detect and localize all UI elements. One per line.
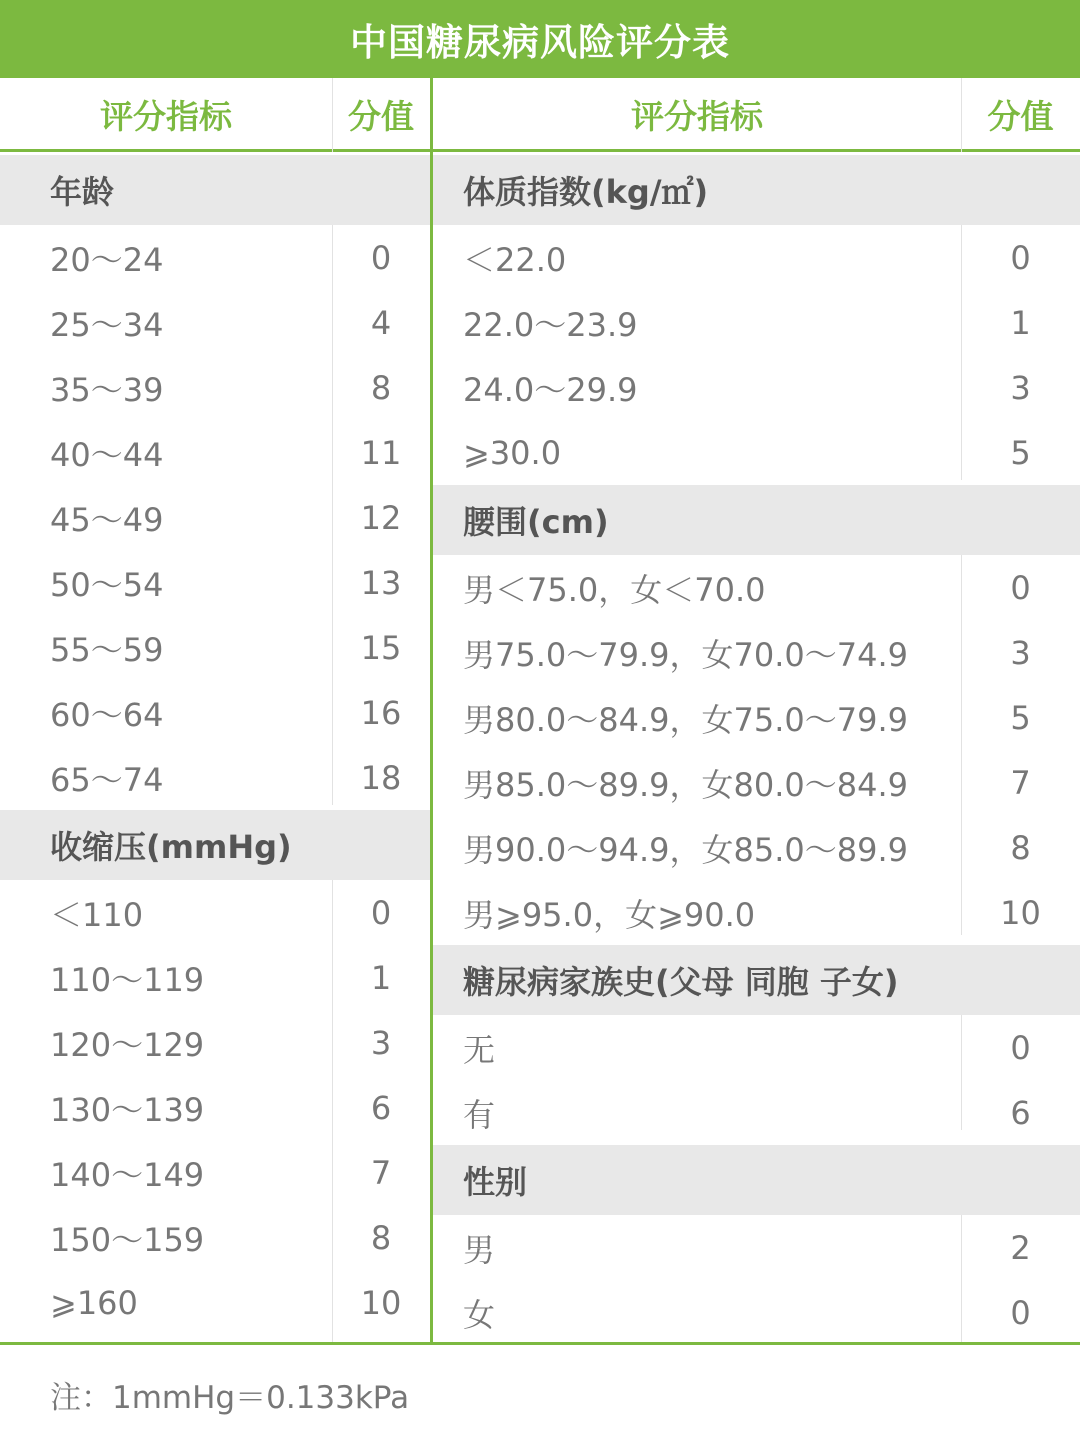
header-divider-left (332, 78, 333, 152)
row-score: 16 (360, 693, 402, 732)
row-score: 0 (1010, 1028, 1031, 1067)
table-header-row (0, 78, 1080, 152)
table-row (0, 1205, 430, 1270)
row-range: 120～129 (50, 1025, 205, 1064)
header-right-score: 分值 (987, 96, 1054, 136)
row-score: 10 (1000, 893, 1041, 932)
row-score: 0 (370, 238, 392, 277)
row-score: 3 (370, 1023, 392, 1062)
row-range: 35～39 (50, 370, 164, 409)
row-range: 45～49 (50, 500, 164, 539)
row-range: ⩾30.0 (463, 433, 562, 472)
row-range: 有 (463, 1095, 496, 1134)
row-range: 男＜75.0，女＜70.0 (463, 570, 766, 609)
row-score: 8 (1010, 828, 1031, 867)
table-row (433, 1280, 1080, 1345)
table-row (0, 880, 430, 945)
table-row (433, 880, 1080, 945)
row-range: 65～74 (50, 760, 164, 799)
row-range: 22.0～23.9 (463, 305, 638, 344)
row-score: 18 (360, 758, 402, 797)
table-row (433, 815, 1080, 880)
section-sex: 性别 (433, 1145, 1080, 1215)
row-range: 男 (463, 1230, 496, 1269)
row-range: 女 (463, 1295, 496, 1334)
row-range: 无 (463, 1030, 496, 1069)
table-row (0, 1010, 430, 1075)
header-right-indicator: 评分指标 (631, 96, 763, 136)
header-divider-right (961, 78, 962, 152)
row-range: 25～34 (50, 305, 164, 344)
row-score: 4 (370, 303, 392, 342)
row-score: 1 (370, 958, 392, 997)
table-row (433, 420, 1080, 485)
row-score: 3 (1010, 368, 1031, 407)
header-left-score: 分值 (348, 96, 414, 136)
row-range: 50～54 (50, 565, 164, 604)
section-bmi: 体质指数(kg/㎡) (433, 155, 1080, 225)
section-waist: 腰围(cm) (433, 485, 1080, 555)
table-row (0, 485, 430, 550)
row-range: 55～59 (50, 630, 164, 669)
row-score: 3 (1010, 633, 1031, 672)
table-row (433, 355, 1080, 420)
row-range: 20～24 (50, 240, 164, 279)
row-range: 男80.0～84.9，女75.0～79.9 (463, 700, 909, 739)
right-column (433, 155, 1080, 1345)
table-row (0, 1140, 430, 1205)
table-row (433, 750, 1080, 815)
row-score: 2 (1010, 1228, 1031, 1267)
section-systolic-bp: 收缩压(mmHg) (0, 810, 430, 880)
table-row (433, 225, 1080, 290)
row-score: 5 (1010, 433, 1031, 472)
row-score: 13 (360, 563, 402, 602)
table-row (433, 1215, 1080, 1280)
table-row (0, 355, 430, 420)
row-score: 7 (1010, 763, 1031, 802)
table-row (0, 945, 430, 1010)
table-row (433, 555, 1080, 620)
table-row (433, 620, 1080, 685)
row-score: 0 (1010, 568, 1031, 607)
row-range: 男85.0～89.9，女80.0～84.9 (463, 765, 909, 804)
row-score: 7 (370, 1153, 392, 1192)
table-row (433, 1015, 1080, 1080)
row-score: 0 (1010, 1293, 1031, 1332)
row-score: 0 (1010, 238, 1031, 277)
table-row (433, 290, 1080, 355)
row-score: 6 (1010, 1093, 1031, 1132)
table-row (0, 420, 430, 485)
section-family-history: 糖尿病家族史(父母 同胞 子女) (433, 945, 1080, 1015)
row-range: 130～139 (50, 1090, 205, 1129)
row-range: ＜22.0 (463, 240, 567, 279)
row-range: 140～149 (50, 1155, 205, 1194)
row-score: 1 (1010, 303, 1031, 342)
row-range: 40～44 (50, 435, 164, 474)
table-bottom-border (0, 1342, 1080, 1345)
row-range: 24.0～29.9 (463, 370, 638, 409)
table-row (433, 1080, 1080, 1145)
table-row (0, 225, 430, 290)
table-row (0, 1270, 430, 1335)
row-score: 0 (370, 893, 392, 932)
table-row (0, 290, 430, 355)
section-age: 年龄 (0, 155, 430, 225)
table-row (0, 680, 430, 745)
table-row (0, 1075, 430, 1140)
footnote: 注：1mmHg＝0.133kPa (50, 1380, 410, 1416)
table-title: 中国糖尿病风险评分表 (0, 0, 1080, 78)
row-score: 6 (370, 1088, 392, 1127)
row-range: 男⩾95.0，女⩾90.0 (463, 895, 756, 934)
row-range: 60～64 (50, 695, 164, 734)
header-left-indicator: 评分指标 (100, 96, 232, 136)
left-column (0, 155, 430, 1335)
row-range: 150～159 (50, 1220, 205, 1259)
table-row (0, 615, 430, 680)
row-range: ＜110 (50, 895, 144, 934)
table-row (0, 550, 430, 615)
row-range: 男75.0～79.9，女70.0～74.9 (463, 635, 909, 674)
row-range: 男90.0～94.9，女85.0～89.9 (463, 830, 909, 869)
row-range: 110～119 (50, 960, 205, 999)
row-score: 8 (370, 1218, 392, 1257)
row-score: 5 (1010, 698, 1031, 737)
column-divider (430, 78, 433, 1343)
table-row (0, 745, 430, 810)
row-score: 12 (360, 498, 402, 537)
row-score: 15 (360, 628, 402, 667)
table-row (433, 685, 1080, 750)
row-range: ⩾160 (50, 1283, 138, 1322)
row-score: 11 (360, 433, 402, 472)
row-score: 10 (360, 1283, 402, 1322)
row-score: 8 (370, 368, 392, 407)
